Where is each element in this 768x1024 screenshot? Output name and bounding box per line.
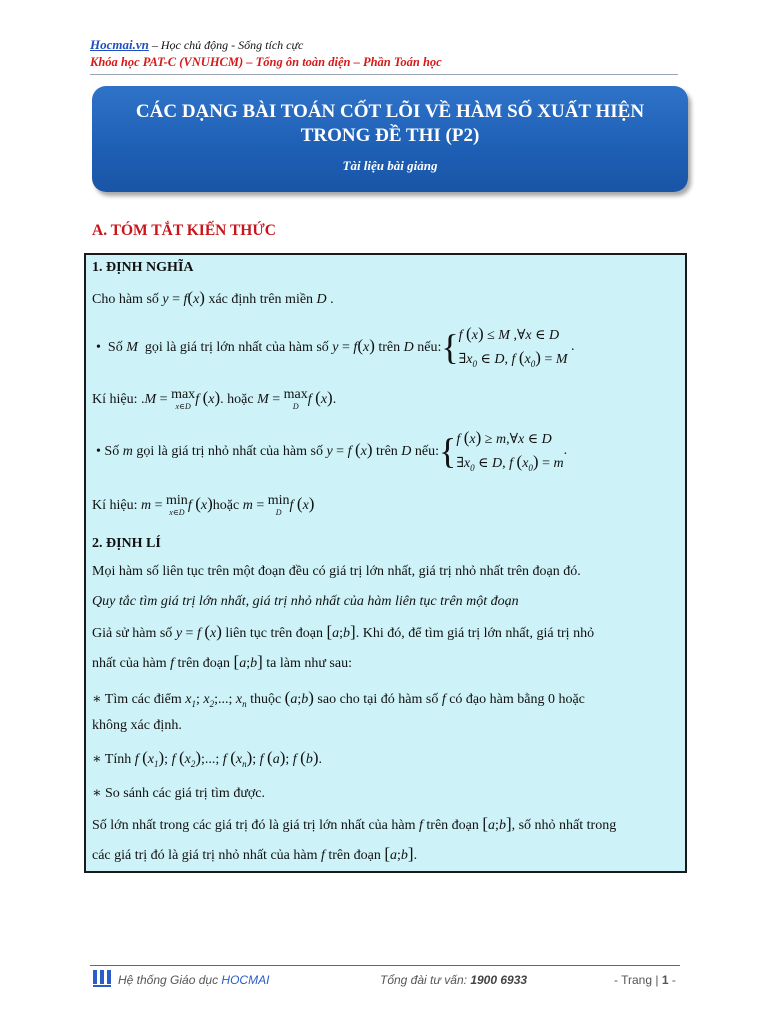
text: trên đoạn (324, 848, 385, 863)
page-number: 1 (661, 973, 669, 987)
step-2: ∗ Tính f $(x_1)$; f $(x_2)$;...; f $(x_n)$; f (a); f (b). (92, 748, 322, 769)
text: hoặc (212, 498, 243, 513)
text: trên (372, 444, 402, 459)
notation-max: Kí hiệu: .M = max x∈D f (x). hoặc M = max D f (x). (92, 387, 337, 411)
bullet-min-def: • Số m gọi là giá trị nhỏ nhất của hàm số y = f (x) trên D nếu:{f (x) ≥ m,∀x ∈ D $\exists x_0$ ∈ D, f $(x_0) = m$. (96, 428, 568, 473)
text: sao cho tại đó hàm số (313, 692, 442, 707)
text: - Trang | (614, 973, 662, 987)
text: trên đoạn (422, 818, 483, 833)
text: . hoặc (220, 392, 258, 407)
course-line (90, 54, 442, 71)
text: Cho hàm số (92, 292, 163, 307)
assume-line: Giả sử hàm số y = f (x) liên tục trên đoạn [a;b]. Khi đó, để tìm giá trị lớn nhất, giá trị nhỏ (92, 622, 595, 641)
text: ∗ Tính (92, 752, 135, 767)
text: ∗ Tìm các điểm (92, 692, 186, 707)
footer-system (118, 973, 269, 987)
rule-title: Quy tắc tìm giá trị lớn nhất, giá trị nhỏ nhất của hàm liên tục trên một đoạn (92, 594, 519, 609)
intro-line: Cho hàm số y = f(x) xác định trên miền D . (92, 288, 334, 307)
text: Giả sử hàm số (92, 626, 176, 641)
conclusion-1: Số lớn nhất trong các giá trị đó là giá trị lớn nhất của hàm f trên đoạn [a;b], số nhỏ nhất trong (92, 814, 617, 833)
text: liên tục trên đoạn (221, 626, 327, 641)
hotline-number: 1900 6933 (470, 973, 528, 987)
theorem-text: Mọi hàm số liên tục trên một đoạn đều có giá trị lớn nhất, giá trị nhỏ nhất trên đoạn đó. (92, 564, 581, 579)
text: xác định trên miền (204, 292, 317, 307)
text: Kí hiệu: (92, 498, 141, 513)
text: trên đoạn (174, 656, 234, 671)
text: Số (104, 444, 123, 459)
text: Tổng đài tư vấn: (380, 973, 471, 987)
text: Số lớn nhất trong các giá trị đó là giá trị lớn nhất của hàm (92, 818, 419, 833)
text: các giá trị đó là giá trị nhỏ nhất của hàm (92, 848, 321, 863)
conclusion-2: các giá trị đó là giá trị nhỏ nhất của hàm f trên đoạn [a;b]. (92, 844, 418, 863)
page-header (90, 36, 442, 71)
summary-box (84, 253, 687, 873)
text: gọi là giá trị lớn nhất của hàm số (141, 340, 333, 355)
text: có đạo hàm bằng 0 hoặc (445, 692, 585, 707)
course-prefix: Khóa học (90, 55, 143, 69)
footer-hotline (380, 973, 527, 987)
text: Kí hiệu: . (92, 392, 145, 407)
step-1: ∗ Tìm các điểm $x_1$; $x_2$;...; $x_n$ thuộc (a;b) sao cho tại đó hàm số f có đạo hàm bằng 0 hoặc (92, 688, 585, 709)
document-title: CÁC DẠNG BÀI TOÁN CỐT LÕI VỀ HÀM SỐ XUẤT HIỆN TRONG ĐỀ THI (P2) (135, 101, 645, 146)
hocmai-logo-icon (92, 968, 112, 988)
heading-theorem: 2. ĐỊNH LÍ (92, 536, 161, 551)
text: thuộc (246, 692, 285, 707)
title-banner (92, 86, 688, 192)
system-name: HOCMAI (221, 973, 270, 987)
text: - (668, 973, 676, 987)
text: trên (374, 340, 404, 355)
footer-page (614, 973, 676, 987)
text: nhất của hàm (92, 656, 171, 671)
slogan: – Học chủ động - Sống tích cực (148, 38, 304, 52)
text: nếu: (411, 444, 440, 459)
header-divider (90, 74, 678, 75)
site-link[interactable]: Hocmai.vn (90, 37, 149, 52)
document-subtitle: Tài liệu bài giảng (342, 158, 438, 173)
step-3: ∗ So sánh các giá trị tìm được. (92, 786, 266, 801)
text: ta làm như sau: (262, 656, 352, 671)
step-1-cont: không xác định. (92, 718, 182, 733)
bullet-max-def: • Số M gọi là giá trị lớn nhất của hàm số y = f(x) trên D nếu:{f (x) ≤ M ,∀x ∈ D $\exists x_0$ ∈ D, f $(x_0) = M$ . (96, 324, 575, 369)
text: Số (107, 340, 127, 355)
text: , số nhỏ nhất trong (511, 818, 617, 833)
section-a-heading: A. TÓM TẮT KIẾN THỨC (92, 222, 276, 239)
text: Hệ thống Giáo dục (118, 973, 222, 987)
text: gọi là giá trị nhỏ nhất của hàm số (132, 444, 327, 459)
assume-line-2: nhất của hàm f trên đoạn [a;b] ta làm như sau: (92, 652, 352, 671)
text: . Khi đó, để tìm giá trị lớn nhất, giá trị nhỏ (355, 626, 595, 641)
footer-divider (90, 965, 680, 966)
text: nếu: (413, 340, 442, 355)
notation-min: Kí hiệu: m = min x∈D f (x)hoặc m = min D f (x) (92, 493, 315, 517)
heading-definition: 1. ĐỊNH NGHĨA (92, 260, 194, 275)
course-name: PAT-C (VNUHCM) – Tổng ôn toàn diện – Phần Toán học (142, 55, 442, 69)
